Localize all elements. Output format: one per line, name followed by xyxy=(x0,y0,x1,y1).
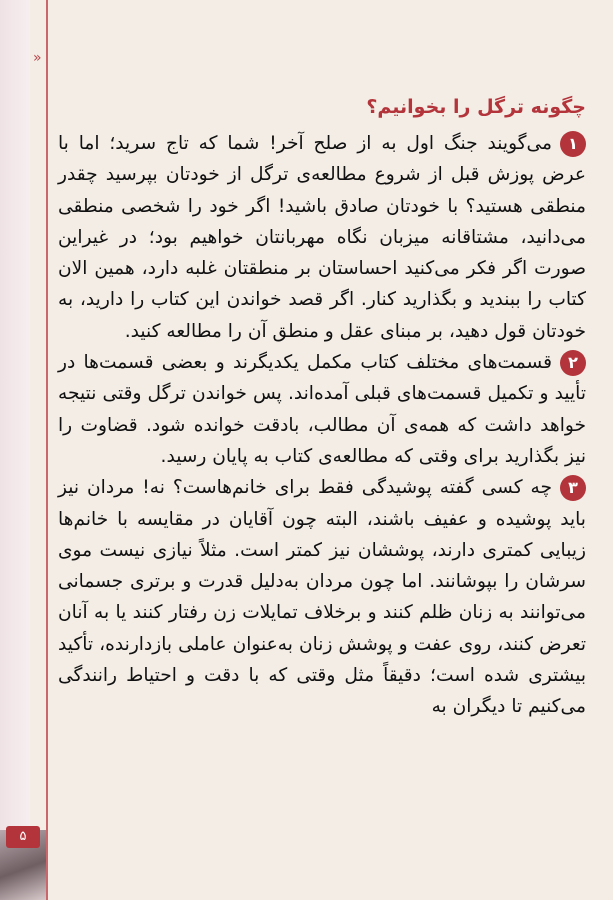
page-left-edge xyxy=(0,0,30,900)
paragraph-text: می‌گویند جنگ اول به از صلح آخر! شما که تاج سرید؛ اما با عرض پوزش قبل از شروع مطالعه‌ی ترگل از خودتان بپرسید چقدر منطقی هستید؟ با خودتان صادق باشید! اگر خود را شخصی منطقی می‌دانید، مشتاقانه میزبان نگاه مهربانتان خواهیم بود؛ در غیراین صورت اگر فکر می‌کنید احساستان بر منطقتان غلبه دارد، همین الان کتاب را ببندید و بگذارید کنار. اگر قصد خواندن این کتاب را دارید، به خودتان قول دهید، بر مبنای عقل و منطق آن را مطالعه کنید. xyxy=(58,133,586,342)
section-title: چگونه ترگل را بخوانیم؟ xyxy=(366,96,586,118)
paragraph-1 xyxy=(58,128,586,347)
paragraph-2 xyxy=(58,347,586,472)
margin-arrow-icon: » xyxy=(33,50,42,66)
paragraph-number-badge: ۳ xyxy=(560,475,586,501)
page-body xyxy=(58,96,586,723)
paragraph-text: قسمت‌های مختلف کتاب مکمل یکدیگرند و بعضی قسمت‌ها در تأیید و تکمیل قسمت‌های قبلی آمده‌اند. پس خواندن ترگل وقتی نتیجه خواهد داشت که همه‌ی آن مطالب، بادقت خوانده شود. قضاوت را نیز بگذارید برای وقتی که مطالعه‌ی کتاب به پایان رسید. xyxy=(58,352,586,467)
page-number: ۵ xyxy=(6,826,40,848)
paragraph-number-badge: ۱ xyxy=(560,131,586,157)
margin-rule xyxy=(46,0,48,900)
paragraph-text: چه کسی گفته پوشیدگی فقط برای خانم‌هاست؟ نه! مردان نیز باید پوشیده و عفیف باشند، البته چون آقایان در مقایسه با خانم‌ها زیبایی کمتری دارند، پوششان نیز کمتر است. مثلاً نیازی نیست موی سرشان را بپوشانند. اما چون مردان به‌دلیل قدرت و برتری جسمانی می‌توانند به زنان ظلم کنند و برخلاف تمایلات زن رفتار کنند یا به آنان تعرض کنند، روی عفت و پوشش زنان به‌عنوان عاملی بازدارنده، تأکید بیشتری شده است؛ دقیقاً مثل وقتی که با دقت و احتیاط رانندگی می‌کنیم تا دیگران به xyxy=(58,477,586,718)
paragraph-3 xyxy=(58,472,586,722)
paragraph-number-badge: ۲ xyxy=(560,350,586,376)
